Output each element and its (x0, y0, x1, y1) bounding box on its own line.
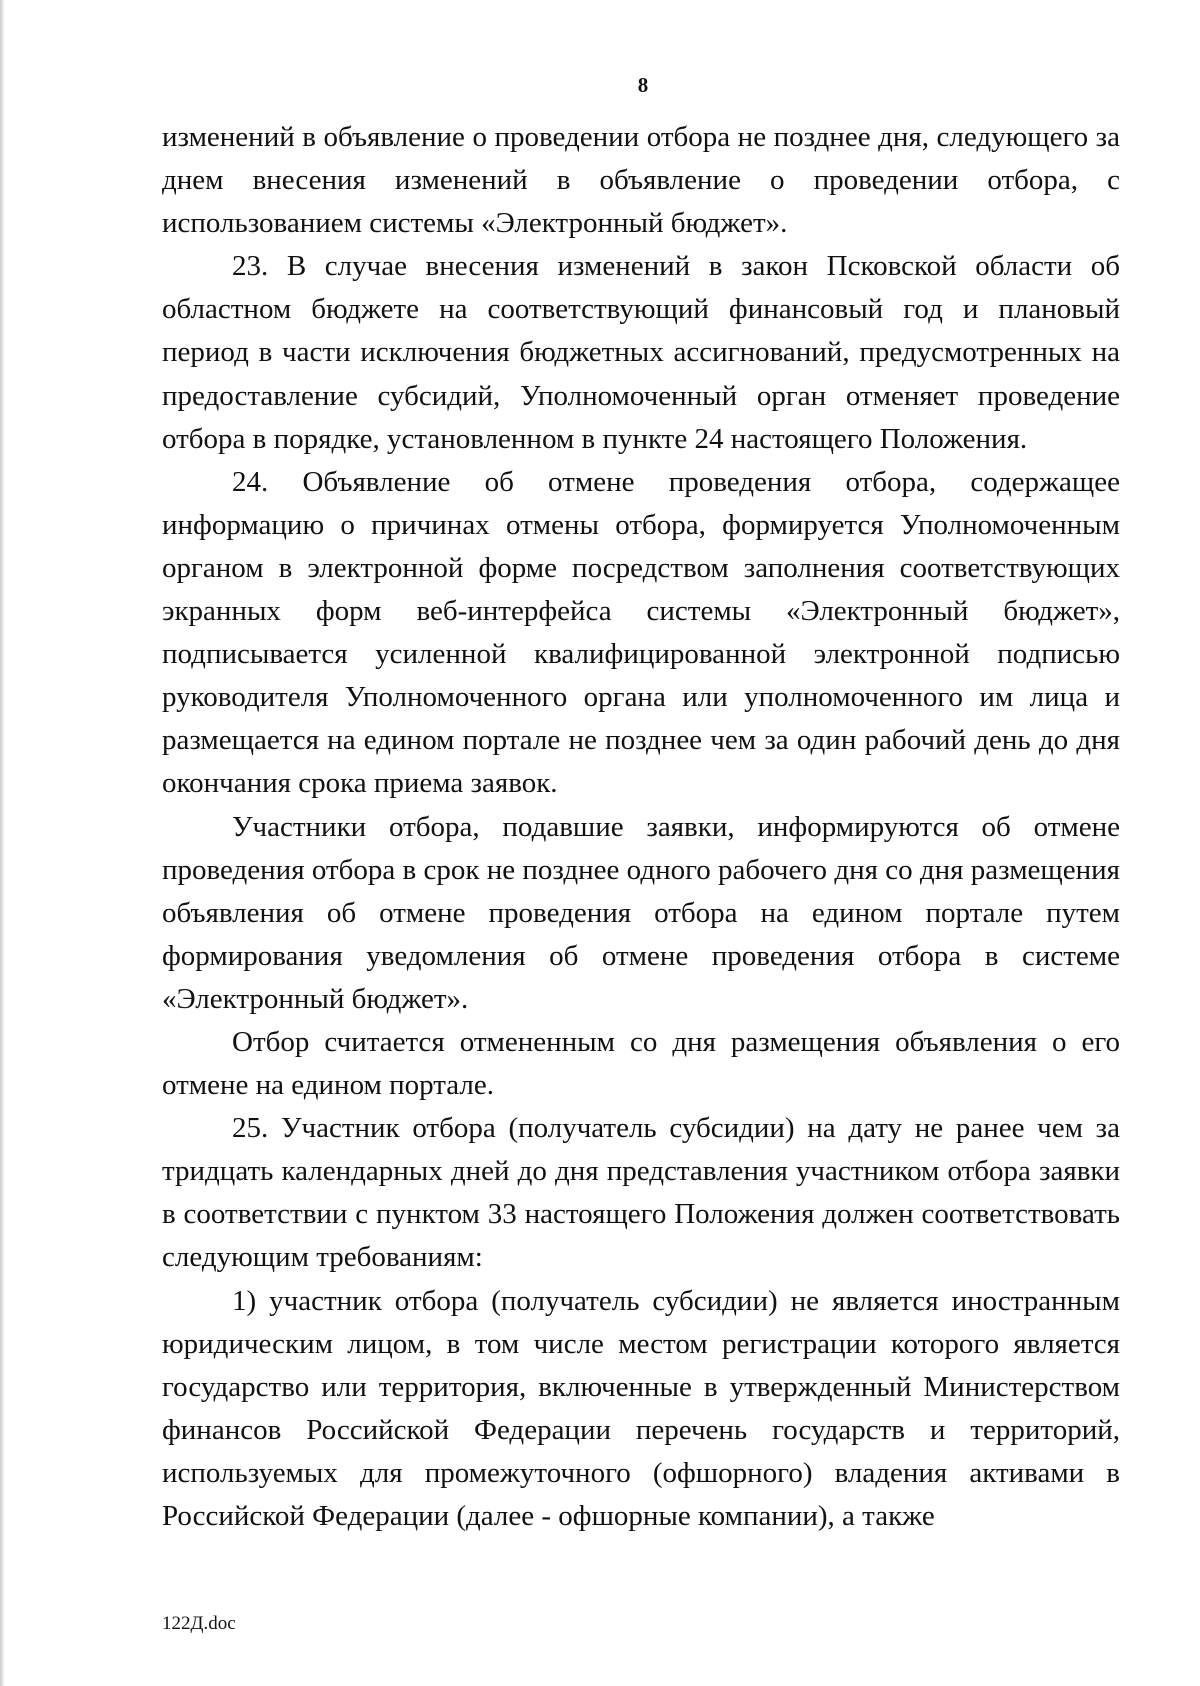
paragraph-selection-cancelled: Отбор считается отмененным со дня размещения объявления о его отмене на едином портале. (162, 1025, 1120, 1102)
paragraph-item-23: 23. В случае внесения изменений в закон Псковской области об областном бюджете на соответствующий финансовый год и плановый период в части исключения бюджетных ассигнований, предусмотренных на предоставление субсидий, Уполномоченный орган отменяет проведение отбора в порядке, установленном в пункте 24 настоящего Положения. (162, 250, 1120, 455)
page-number: 8 (637, 73, 649, 97)
scan-edge (0, 0, 5, 1686)
document-body (162, 116, 1120, 1538)
paragraph-continuation: изменений в объявление о проведении отбора не позднее дня, следующего за днем внесения изменений в объявление о проведении отбора, с использованием системы «Электронный бюджет». (162, 121, 1120, 240)
paragraph-item-25: 25. Участник отбора (получатель субсидии) на дату не ранее чем за тридцать календарных дней до дня представления участником отбора заявки в соответствии с пунктом 33 настоящего Положения должен соответствовать следующим требованиям: (162, 1112, 1120, 1274)
footer-filename: 122Д.doc (162, 1613, 236, 1634)
paragraph-participants-notice: Участники отбора, подавшие заявки, информируются об отмене проведения отбора в срок не позднее одного рабочего дня со дня размещения объявления об отмене проведения отбора на едином портале путем формирования уведомления об отмене проведения отбора в системе «Электронный бюджет». (162, 810, 1120, 1015)
paragraph-item-24: 24. Объявление об отмене проведения отбора, содержащее информацию о причинах отмены отбора, формируется Уполномоченным органом в электронной форме посредством заполнения соответствующих экранных форм веб-интерфейса системы «Электронный бюджет», подписывается усиленной квалифицированной электронной подписью руководителя Уполномоченного органа или уполномоченного им лица и размещается на едином портале не позднее чем за один рабочий день до дня окончания срока приема заявок. (162, 465, 1120, 800)
paragraph-subitem-1: 1) участник отбора (получатель субсидии) не является иностранным юридическим лицом, в том числе местом регистрации которого является государство или территория, включенные в утвержденный Министерством финансов Российской Федерации перечень государств и территорий, используемых для промежуточного (офшорного) владения активами в Российской Федерации (далее - офшорные компании), а также (162, 1284, 1120, 1532)
